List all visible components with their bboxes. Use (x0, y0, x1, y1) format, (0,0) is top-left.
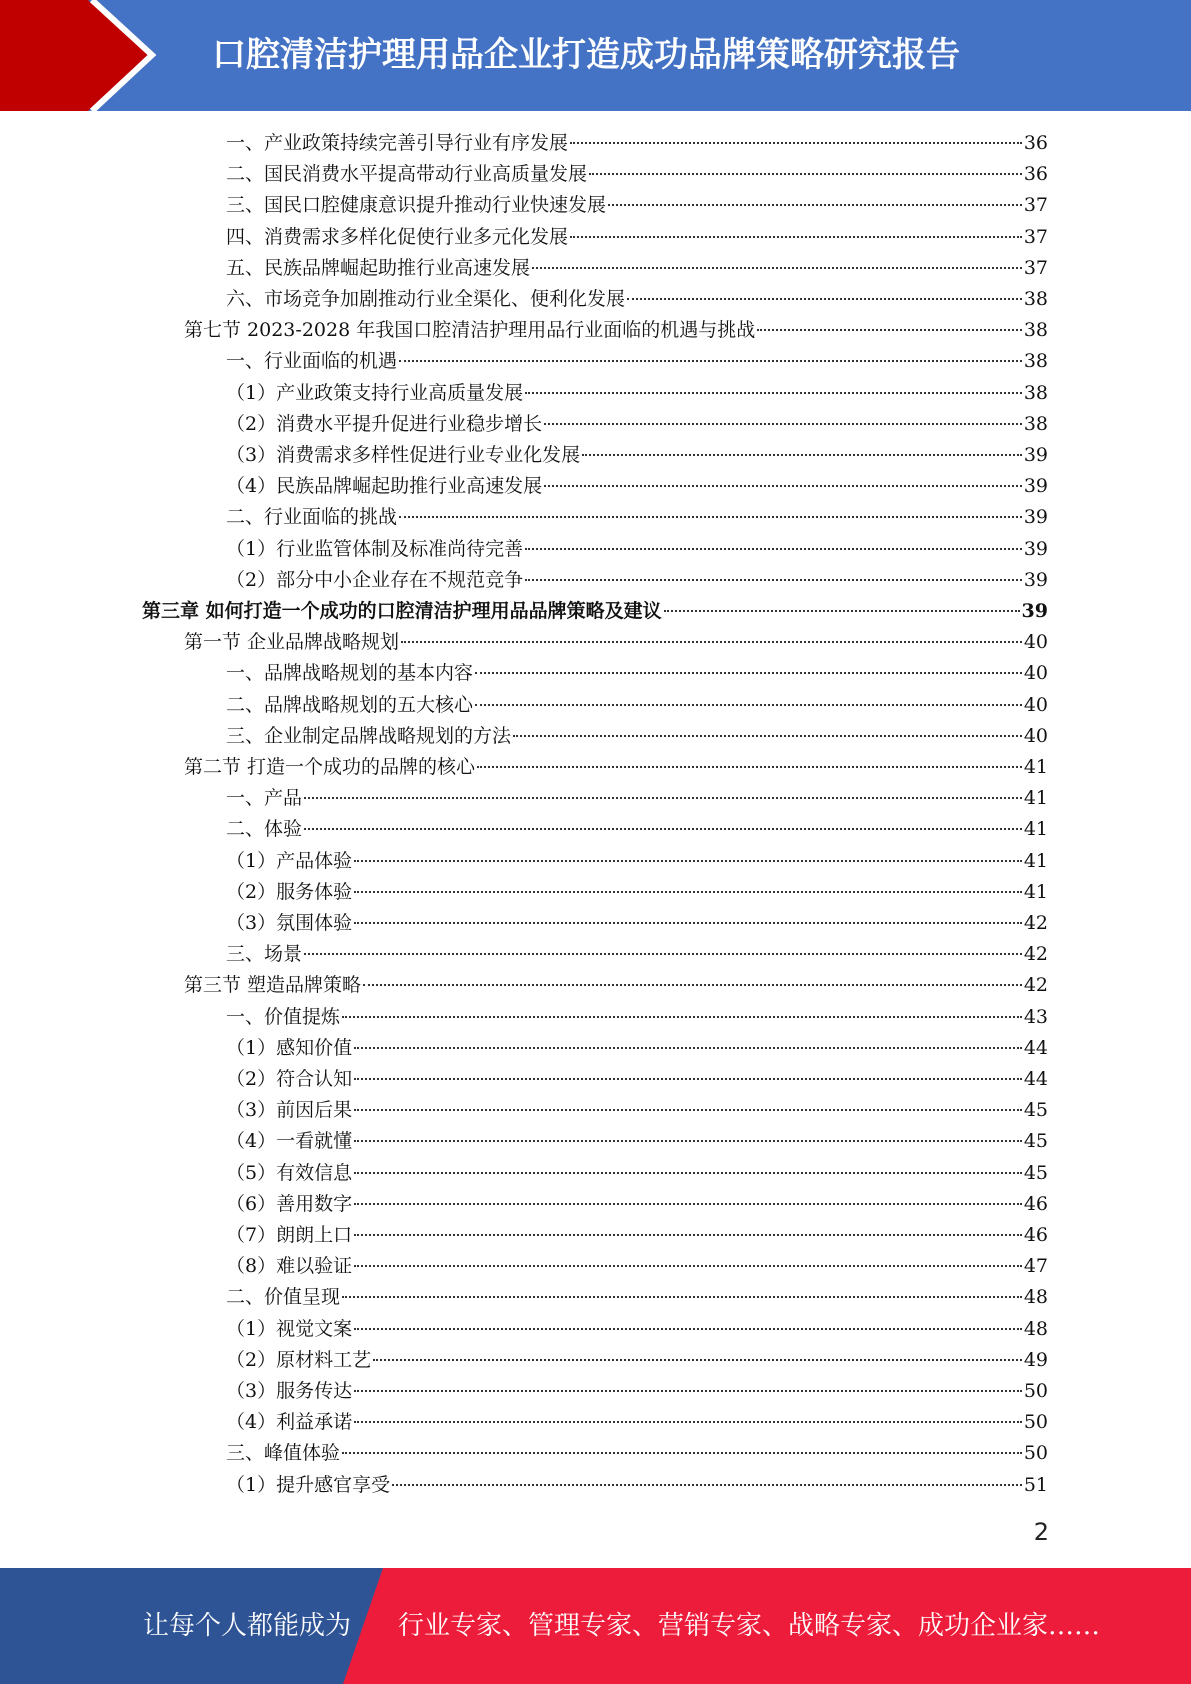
toc-entry-title: （3）前因后果 (226, 1099, 353, 1122)
toc-entry-page: 39 (1023, 444, 1048, 466)
toc-entry[interactable] (226, 502, 1048, 533)
toc-entry[interactable] (226, 1220, 1048, 1251)
toc-dot-leader (354, 1265, 1022, 1267)
toc-entry-page: 50 (1023, 1411, 1048, 1434)
toc-entry-page: 50 (1023, 1442, 1048, 1465)
toc-entry-page: 39 (1023, 537, 1048, 560)
toc-entry[interactable] (226, 534, 1048, 565)
toc-entry-page: 44 (1023, 1036, 1048, 1059)
toc-entry[interactable] (184, 970, 1048, 1001)
toc-dot-leader (304, 953, 1022, 955)
toc-entry-page: 38 (1023, 319, 1048, 342)
toc-entry-page: 41 (1023, 756, 1048, 778)
toc-entry-title: （2）部分中小企业存在不规范竞争 (226, 568, 524, 591)
toc-entry-page: 38 (1023, 381, 1048, 404)
toc-dot-leader (475, 704, 1022, 706)
toc-entry[interactable] (226, 877, 1048, 908)
toc-entry-title: 第三节 塑造品牌策略 (184, 974, 362, 997)
toc-entry-title: （1）感知价值 (226, 1036, 353, 1059)
toc-entry[interactable] (226, 1345, 1048, 1376)
header-chevron-decoration (0, 0, 160, 111)
toc-entry-title: 三、国民口腔健康意识提升推动行业快速发展 (226, 194, 607, 217)
toc-entry-title: （4）一看就懂 (226, 1130, 353, 1153)
toc-entry-page: 40 (1023, 724, 1048, 747)
toc-entry-title: （1）视觉文案 (226, 1317, 353, 1340)
footer-slogan: 让每个人都能成为 (143, 1611, 352, 1641)
toc-entry-page: 41 (1023, 818, 1048, 841)
toc-entry[interactable] (226, 908, 1048, 939)
toc-entry[interactable] (226, 1033, 1048, 1064)
toc-entry-page: 41 (1023, 880, 1048, 903)
toc-dot-leader (354, 922, 1022, 924)
toc-dot-leader (544, 423, 1022, 425)
page-header (0, 0, 1191, 111)
toc-entry-page: 40 (1023, 631, 1048, 654)
toc-entry-title: 一、行业面临的机遇 (226, 350, 398, 373)
toc-entry[interactable] (226, 159, 1048, 190)
toc-entry-page: 48 (1023, 1286, 1048, 1309)
toc-entry-title: 第一节 企业品牌战略规划 (184, 631, 400, 654)
toc-entry[interactable] (226, 1407, 1048, 1438)
toc-dot-leader (354, 1390, 1022, 1392)
toc-dot-leader (401, 641, 1022, 643)
toc-entry[interactable] (226, 1314, 1048, 1345)
toc-entry[interactable] (226, 1126, 1048, 1157)
toc-entry-page: 39 (1023, 506, 1048, 529)
toc-entry-title: （6）善用数字 (226, 1192, 353, 1215)
toc-entry-page: 41 (1023, 787, 1048, 810)
toc-entry-title: 二、体验 (226, 818, 303, 841)
toc-entry-page: 49 (1023, 1348, 1048, 1371)
toc-entry-title: （3）氛围体验 (226, 912, 353, 934)
toc-entry-page: 48 (1023, 1317, 1048, 1340)
toc-entry-page: 37 (1023, 256, 1048, 279)
toc-entry-title: （2）原材料工艺 (226, 1348, 372, 1371)
toc-entry-page: 51 (1023, 1473, 1048, 1496)
toc-entry-title: 第三章 如何打造一个成功的口腔清洁护理用品品牌策略及建议 (142, 600, 662, 622)
toc-entry[interactable] (226, 783, 1048, 814)
toc-entry[interactable] (226, 721, 1048, 752)
toc-entry-title: 六、市场竞争加剧推动行业全渠化、便利化发展 (226, 288, 626, 310)
toc-entry-title: 一、品牌战略规划的基本内容 (226, 662, 474, 685)
toc-dot-leader (477, 766, 1022, 768)
toc-dot-leader (582, 454, 1022, 456)
toc-entry-title: 三、企业制定品牌战略规划的方法 (226, 724, 512, 747)
toc-entry-title: （3）服务传达 (226, 1380, 353, 1402)
toc-dot-leader (354, 1234, 1022, 1236)
toc-entry[interactable] (226, 565, 1048, 596)
toc-entry-title: 一、产业政策持续完善引导行业有序发展 (226, 132, 569, 154)
toc-entry-title: 五、民族品牌崛起助推行业高速发展 (226, 256, 531, 279)
toc-entry[interactable] (226, 471, 1048, 502)
toc-dot-leader (532, 267, 1022, 269)
toc-entry-page: 42 (1023, 943, 1048, 966)
toc-entry-page: 43 (1023, 1005, 1048, 1028)
toc-entry[interactable] (226, 1438, 1048, 1469)
toc-dot-leader (399, 360, 1022, 362)
toc-dot-leader (608, 204, 1022, 206)
toc-entry-page: 50 (1023, 1380, 1048, 1402)
toc-entry[interactable] (226, 190, 1048, 221)
toc-entry-page: 47 (1023, 1255, 1048, 1278)
toc-entry[interactable] (226, 1376, 1048, 1407)
toc-dot-leader (525, 548, 1022, 550)
toc-entry-title: 二、行业面临的挑战 (226, 506, 398, 529)
toc-entry-title: 二、品牌战略规划的五大核心 (226, 693, 474, 716)
page-footer (0, 1568, 1191, 1684)
toc-dot-leader (342, 1296, 1022, 1298)
toc-entry-title: （5）有效信息 (226, 1161, 353, 1184)
toc-dot-leader (525, 392, 1022, 394)
toc-entry-title: 一、价值提炼 (226, 1005, 341, 1028)
toc-dot-leader (627, 298, 1022, 300)
toc-entry[interactable] (226, 690, 1048, 721)
toc-entry[interactable] (226, 658, 1048, 689)
toc-dot-leader (373, 1359, 1022, 1361)
toc-entry-title: （4）民族品牌崛起助推行业高速发展 (226, 475, 543, 498)
toc-entry-page: 44 (1023, 1068, 1048, 1090)
toc-entry-page: 38 (1023, 288, 1048, 310)
toc-entry-title: （8）难以验证 (226, 1255, 353, 1278)
toc-entry-page: 42 (1023, 912, 1048, 934)
toc-entry-page: 46 (1023, 1224, 1048, 1246)
toc-entry-title: 第七节 2023-2028 年我国口腔清洁护理用品行业面临的机遇与挑战 (184, 319, 756, 342)
toc-entry-page: 46 (1023, 1192, 1048, 1215)
toc-entry[interactable] (226, 222, 1048, 253)
toc-entry-title: （1）行业监管体制及标准尚待完善 (226, 537, 524, 560)
toc-entry-page: 40 (1023, 693, 1048, 716)
toc-entry-title: 二、价值呈现 (226, 1286, 341, 1309)
toc-entry-title: （2）服务体验 (226, 880, 353, 903)
toc-entry[interactable] (184, 315, 1048, 346)
toc-dot-leader (570, 236, 1022, 238)
toc-entry-title: 三、场景 (226, 943, 303, 966)
toc-entry-title: （1）提升感官享受 (226, 1473, 391, 1496)
toc-entry[interactable] (226, 284, 1048, 315)
toc-dot-leader (354, 1328, 1022, 1330)
toc-entry-title: （2）符合认知 (226, 1068, 353, 1090)
toc-entry[interactable] (226, 1095, 1048, 1126)
toc-dot-leader (304, 797, 1022, 799)
toc-dot-leader (354, 1047, 1022, 1049)
toc-dot-leader (354, 1421, 1022, 1423)
toc-entry[interactable] (226, 1251, 1048, 1282)
toc-entry-title: （4）利益承诺 (226, 1411, 353, 1434)
toc-entry-page: 38 (1023, 350, 1048, 373)
toc-entry[interactable] (184, 627, 1048, 658)
toc-dot-leader (570, 142, 1022, 144)
toc-entry-page: 45 (1023, 1130, 1048, 1153)
toc-entry-title: 一、产品 (226, 787, 303, 810)
toc-entry-title: 四、消费需求多样化促使行业多元化发展 (226, 225, 569, 248)
toc-entry-page: 39 (1023, 475, 1048, 498)
toc-dot-leader (304, 828, 1022, 830)
toc-dot-leader (354, 860, 1022, 862)
toc-entry-title: （3）消费需求多样性促进行业专业化发展 (226, 444, 581, 466)
toc-entry-page: 36 (1023, 132, 1048, 154)
toc-entry-page: 41 (1023, 849, 1048, 872)
toc-entry[interactable] (226, 346, 1048, 377)
toc-dot-leader (354, 1078, 1022, 1080)
page-number: 2 (1033, 1518, 1049, 1546)
toc-dot-leader (399, 516, 1022, 518)
toc-dot-leader (354, 1140, 1022, 1142)
toc-entry-page: 37 (1023, 225, 1048, 248)
toc-entry-page: 38 (1023, 412, 1048, 435)
toc-entry-page: 39 (1023, 568, 1048, 591)
toc-entry-page: 39 (1021, 600, 1048, 622)
toc-entry[interactable] (226, 253, 1048, 284)
toc-dot-leader (475, 672, 1022, 674)
toc-dot-leader (525, 579, 1022, 581)
toc-entry-title: （1）产业政策支持行业高质量发展 (226, 381, 524, 404)
toc-entry-title: 第二节 打造一个成功的品牌的核心 (184, 756, 476, 778)
toc-dot-leader (589, 173, 1022, 175)
toc-entry[interactable] (226, 1189, 1048, 1220)
toc-entry-page: 45 (1023, 1099, 1048, 1122)
toc-entry-page: 42 (1023, 974, 1048, 997)
toc-entry[interactable] (226, 409, 1048, 440)
toc-dot-leader (363, 984, 1022, 986)
toc-dot-leader (392, 1484, 1022, 1486)
toc-entry-title: （7）朗朗上口 (226, 1224, 353, 1246)
toc-entry-page: 36 (1023, 163, 1048, 186)
toc-dot-leader (354, 1172, 1022, 1174)
toc-entry-title: （1）产品体验 (226, 849, 353, 872)
toc-entry[interactable] (226, 939, 1048, 970)
toc-dot-leader (354, 1109, 1022, 1111)
toc-dot-leader (342, 1016, 1022, 1018)
toc-dot-leader (664, 610, 1020, 612)
report-title: 口腔清洁护理用品企业打造成功品牌策略研究报告 (212, 35, 960, 75)
toc-entry[interactable] (226, 128, 1048, 159)
toc-entry-page: 40 (1023, 662, 1048, 685)
toc-dot-leader (544, 485, 1022, 487)
toc-entry-page: 45 (1023, 1161, 1048, 1184)
toc-entry[interactable] (142, 596, 1048, 627)
toc-dot-leader (342, 1452, 1022, 1454)
toc-entry[interactable] (226, 378, 1048, 409)
toc-dot-leader (354, 1203, 1022, 1205)
toc-entry[interactable] (226, 1158, 1048, 1189)
toc-entry[interactable] (226, 1470, 1048, 1501)
toc-entry-title: （2）消费水平提升促进行业稳步增长 (226, 412, 543, 435)
toc-entry[interactable] (226, 846, 1048, 877)
toc-entry[interactable] (226, 814, 1048, 845)
toc-entry[interactable] (226, 1282, 1048, 1313)
toc-entry[interactable] (226, 1064, 1048, 1095)
toc-entry[interactable] (184, 752, 1048, 783)
toc-entry-title: 二、国民消费水平提高带动行业高质量发展 (226, 163, 588, 186)
toc-dot-leader (757, 329, 1022, 331)
toc-entry-title: 三、峰值体验 (226, 1442, 341, 1465)
toc-entry-page: 37 (1023, 194, 1048, 217)
toc-entry[interactable] (226, 1002, 1048, 1033)
footer-roles: 行业专家、管理专家、营销专家、战略专家、成功企业家…… (398, 1611, 1101, 1641)
toc-dot-leader (354, 891, 1022, 893)
toc-entry[interactable] (226, 440, 1048, 471)
toc-dot-leader (513, 735, 1022, 737)
